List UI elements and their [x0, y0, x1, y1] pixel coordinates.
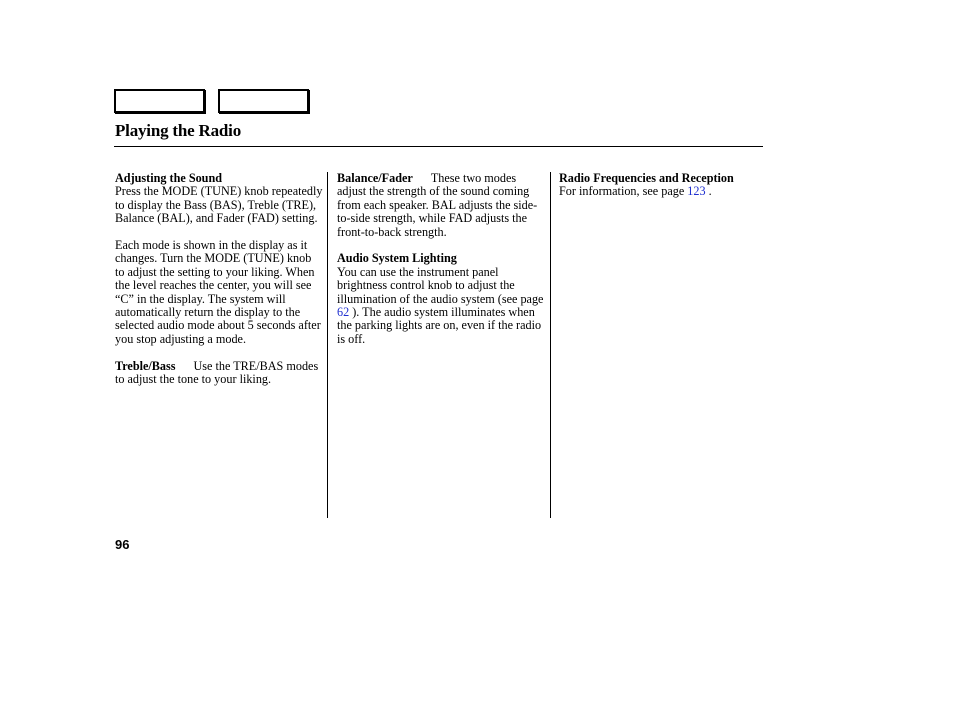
title-divider: [114, 146, 763, 147]
column-middle: [337, 172, 545, 360]
treble-bass-paragraph: [115, 360, 323, 387]
treble-bass-heading: Treble/Bass: [115, 358, 176, 373]
column-left: [115, 172, 323, 400]
page-number: 96: [115, 537, 130, 552]
balance-fader-heading: Balance/Fader: [337, 171, 413, 185]
column-right: [559, 172, 769, 212]
adjusting-sound-heading: Adjusting the Sound: [115, 171, 223, 185]
nav-tab-1[interactable]: [114, 89, 205, 113]
audio-lighting-text-a: You can use the instrument panel brightness control knob to adjust the illumination of the audio system (see page: [337, 264, 544, 306]
radio-frequencies-heading: Radio Frequencies and Reception: [559, 171, 734, 185]
adjusting-sound-paragraph-1: Press the MODE (TUNE) knob repeatedly to display the Bass (BAS), Treble (TRE), Balance (BAL), and Fader (FAD) setting.: [115, 184, 323, 226]
column-divider-1: [327, 172, 328, 518]
radio-frequencies-paragraph: [559, 185, 769, 198]
page-62-link[interactable]: 62: [337, 305, 350, 320]
column-divider-2: [550, 172, 551, 518]
balance-fader-paragraph: [337, 172, 545, 239]
adjusting-sound-paragraph-2: Each mode is shown in the display as it changes. Turn the MODE (TUNE) knob to adjust the setting to your liking. When the level reaches the center, you will see “C” in the display. The system will automatically return the display to the selected audio mode about 5 seconds after you stop adjusting a mode.: [115, 238, 321, 346]
radio-frequencies-text-a: For information, see page: [559, 184, 685, 199]
nav-tab-2[interactable]: [218, 89, 309, 113]
page-123-link[interactable]: 123: [687, 184, 706, 199]
audio-lighting-heading: Audio System Lighting: [337, 251, 457, 266]
audio-lighting-text-b: ). The audio system illuminates when the parking lights are on, even if the radio is off.: [337, 305, 542, 346]
page-title: Playing the Radio: [115, 121, 242, 140]
radio-frequencies-text-b: .: [708, 184, 712, 199]
treble-bass-text: Use the TRE/BAS modes to adjust the tone to your liking.: [115, 358, 319, 387]
audio-lighting-paragraph: [337, 266, 545, 346]
balance-fader-text: These two modes adjust the strength of the sound coming from each speaker. BAL adjusts the side-to-side strength, while FAD adjusts the front-to-back strength.: [337, 171, 538, 239]
